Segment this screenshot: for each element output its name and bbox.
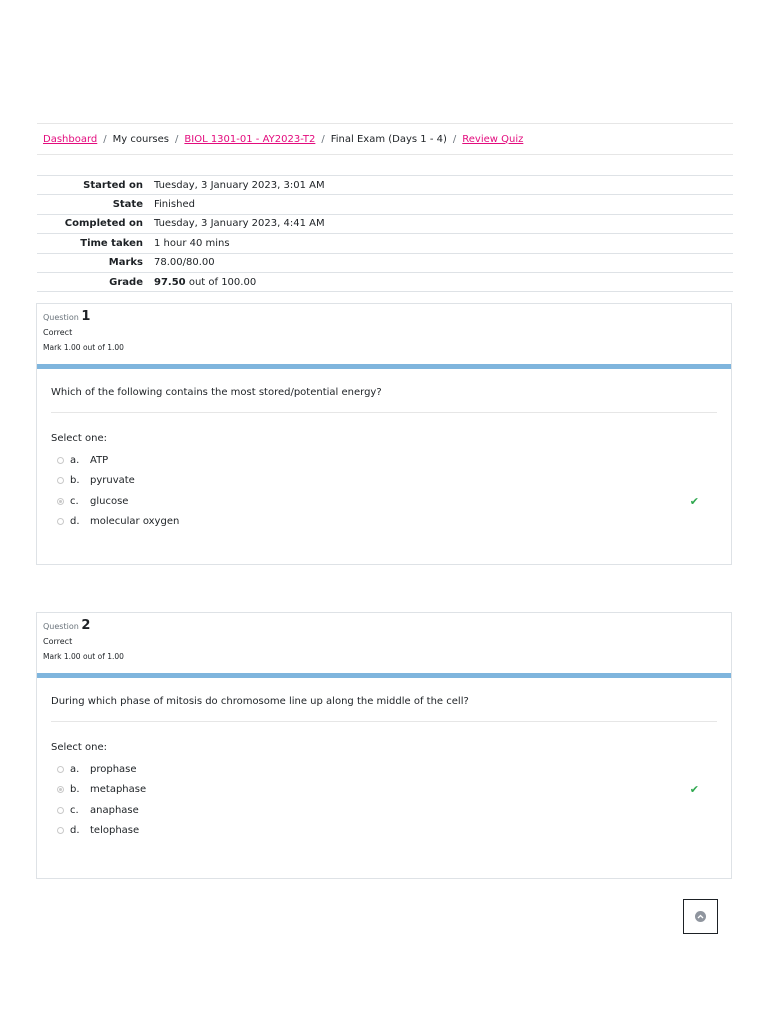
answer-option-a[interactable]	[57, 450, 717, 471]
question-info	[37, 304, 731, 364]
radio-button[interactable]	[57, 518, 64, 525]
breadcrumb-review-quiz-link[interactable]: Review Quiz	[462, 133, 524, 145]
option-letter: a.	[70, 454, 80, 466]
answer-option-d[interactable]	[57, 821, 717, 842]
option-text: telophase	[90, 825, 140, 837]
question-label: Question	[43, 313, 79, 322]
answer-option-c[interactable]	[57, 800, 717, 821]
answer-option-b[interactable]	[57, 780, 717, 801]
check-icon: ✔	[689, 783, 699, 797]
breadcrumb-course-link[interactable]: BIOL 1301-01 - AY2023-T2	[184, 133, 316, 145]
answer-option-a[interactable]	[57, 759, 717, 780]
summary-row-grade	[37, 272, 733, 291]
summary-value	[149, 272, 733, 291]
question-text: Which of the following contains the most stored/potential energy?	[51, 369, 717, 413]
summary-value: 1 hour 40 mins	[154, 237, 230, 249]
summary-value: 78.00/80.00	[154, 257, 215, 269]
breadcrumb	[37, 123, 733, 155]
option-text: pyruvate	[90, 475, 135, 487]
question-label: Question	[43, 622, 79, 631]
radio-button[interactable]	[57, 807, 64, 814]
question-number-value: 1	[81, 309, 91, 324]
back-to-top-button[interactable]	[683, 899, 718, 934]
grade-value: 97.50	[154, 276, 186, 288]
radio-button[interactable]	[57, 477, 64, 484]
chevron-up-icon	[695, 911, 706, 922]
answer-option-b[interactable]	[57, 471, 717, 492]
radio-button-selected[interactable]	[57, 786, 64, 793]
answer-prompt: Select one:	[51, 742, 108, 753]
summary-row-state	[37, 195, 733, 214]
check-icon: ✔	[689, 494, 699, 508]
breadcrumb-separator: /	[103, 133, 107, 145]
summary-label: Time taken	[80, 237, 143, 249]
summary-label: Marks	[108, 257, 143, 269]
summary-label: Completed on	[64, 218, 143, 230]
answer-list	[51, 759, 717, 841]
question-number	[43, 309, 725, 324]
question-card-2	[36, 612, 732, 879]
summary-row-started	[37, 176, 733, 195]
option-letter: a.	[70, 763, 80, 775]
summary-value: Tuesday, 3 January 2023, 4:41 AM	[154, 218, 325, 230]
summary-row-completed	[37, 214, 733, 233]
option-letter: c.	[70, 495, 79, 507]
question-grade: Mark 1.00 out of 1.00	[43, 652, 124, 661]
question-card-1	[36, 303, 732, 565]
option-text: metaphase	[90, 784, 147, 796]
breadcrumb-separator: /	[175, 133, 179, 145]
question-number	[43, 618, 725, 633]
question-text: During which phase of mitosis do chromosome line up along the middle of the cell?	[51, 678, 717, 722]
question-grade: Mark 1.00 out of 1.00	[43, 343, 124, 352]
radio-button[interactable]	[57, 766, 64, 773]
option-letter: c.	[70, 804, 79, 816]
option-letter: d.	[70, 516, 80, 528]
summary-value: Finished	[154, 199, 195, 211]
answer-list	[51, 450, 717, 532]
breadcrumb-my-courses: My courses	[112, 133, 170, 145]
option-text: ATP	[90, 454, 109, 466]
option-letter: b.	[70, 784, 80, 796]
option-letter: b.	[70, 475, 80, 487]
answer-option-c[interactable]	[57, 491, 717, 512]
radio-button[interactable]	[57, 827, 64, 834]
breadcrumb-exam: Final Exam (Days 1 - 4)	[330, 133, 447, 145]
breadcrumb-dashboard-link[interactable]: Dashboard	[43, 133, 98, 145]
answer-option-d[interactable]	[57, 512, 717, 533]
quiz-summary-table	[37, 175, 733, 292]
breadcrumb-separator: /	[452, 133, 457, 145]
radio-button-selected[interactable]	[57, 498, 64, 505]
summary-label: Started on	[83, 179, 143, 191]
summary-value: Tuesday, 3 January 2023, 3:01 AM	[154, 179, 325, 191]
summary-row-time-taken	[37, 234, 733, 253]
question-content	[37, 364, 731, 532]
question-number-value: 2	[81, 618, 91, 633]
option-letter: d.	[70, 825, 80, 837]
summary-row-marks	[37, 253, 733, 272]
question-content	[37, 673, 731, 841]
grade-suffix: out of 100.00	[185, 276, 257, 288]
option-text: glucose	[90, 495, 129, 507]
option-text: anaphase	[90, 804, 139, 816]
question-state: Correct	[43, 328, 73, 337]
answer-prompt: Select one:	[51, 433, 108, 444]
summary-label: Grade	[109, 276, 143, 288]
option-text: prophase	[90, 763, 137, 775]
breadcrumb-separator: /	[321, 133, 325, 145]
question-state: Correct	[43, 637, 73, 646]
radio-button[interactable]	[57, 457, 64, 464]
question-info	[37, 613, 731, 673]
summary-label: State	[112, 199, 143, 211]
option-text: molecular oxygen	[90, 516, 180, 528]
